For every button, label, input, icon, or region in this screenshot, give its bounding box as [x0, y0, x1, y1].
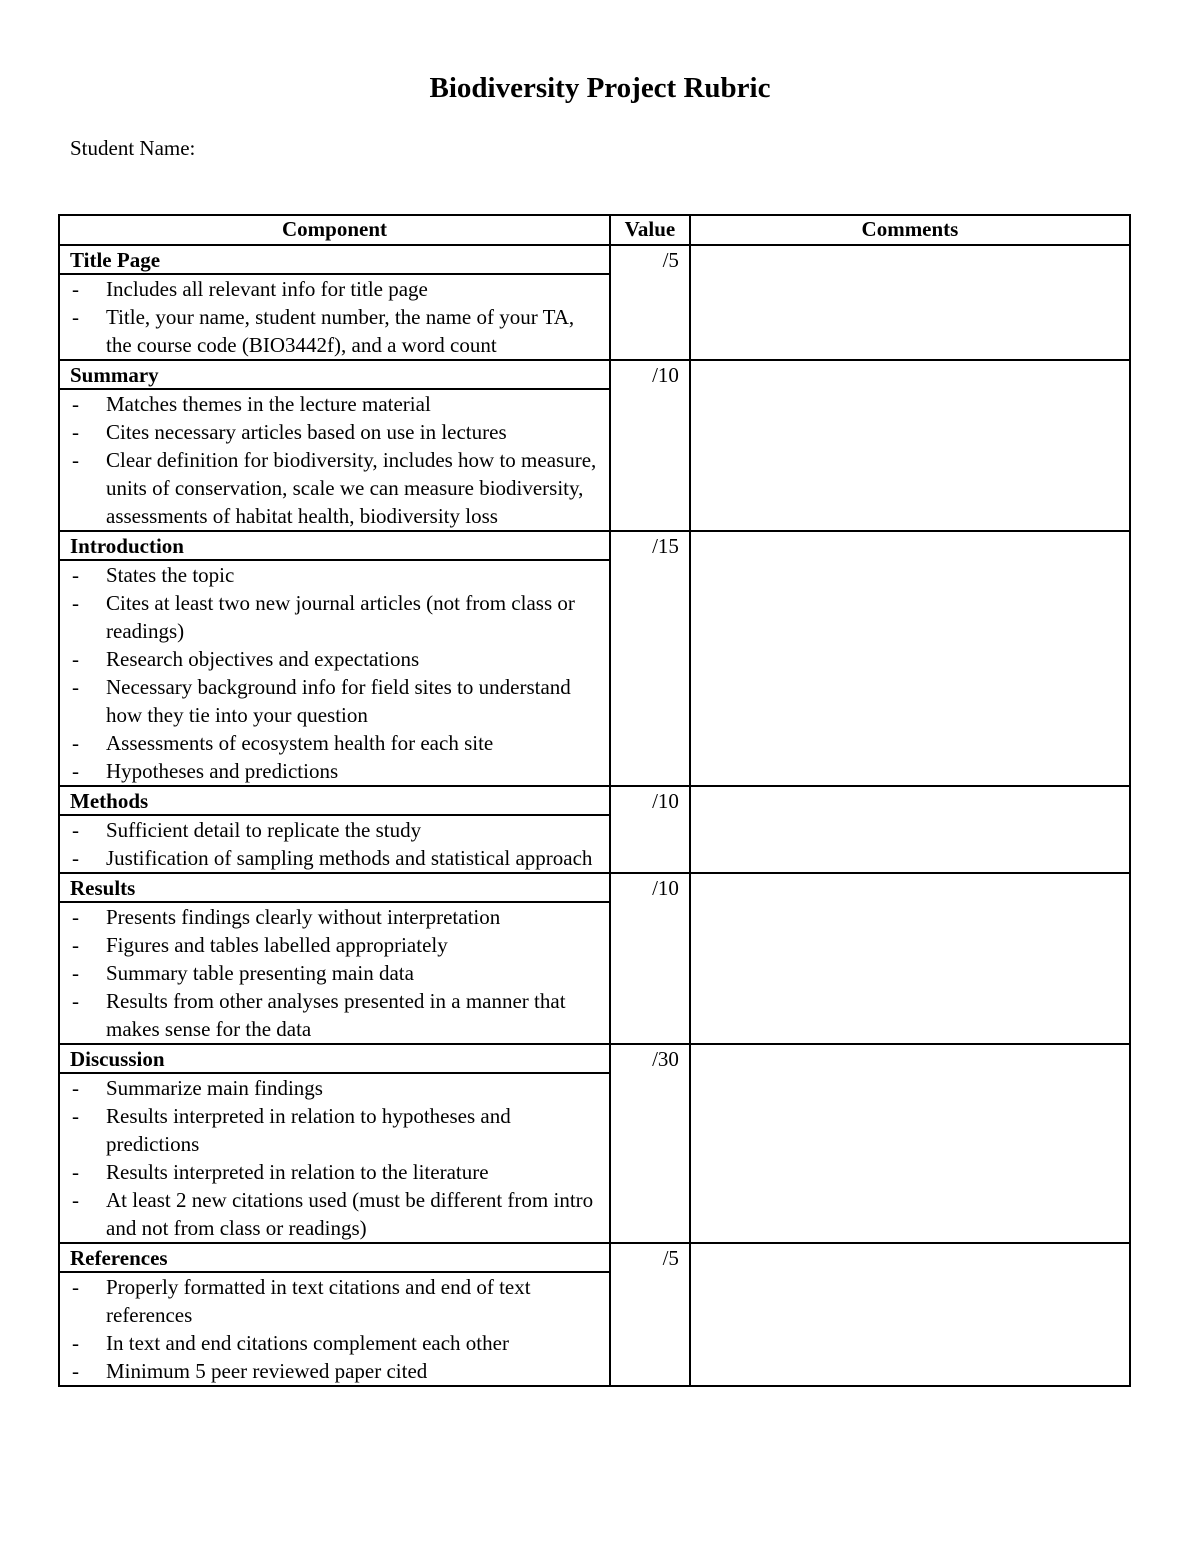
page-title: Biodiversity Project Rubric — [429, 72, 771, 104]
comments-cell[interactable] — [690, 1044, 1130, 1243]
comments-cell[interactable] — [690, 245, 1130, 360]
section-heading: Introduction — [60, 532, 609, 561]
rubric-row — [59, 1044, 1130, 1243]
criteria-item: - Minimum 5 peer reviewed paper cited — [70, 1357, 597, 1385]
criteria-item: - Cites at least two new journal articles (not from class or readings) — [70, 589, 597, 645]
student-name-label: Student Name: — [70, 136, 196, 160]
section-heading: References — [60, 1244, 609, 1273]
criteria-item: - Includes all relevant info for title page — [70, 275, 597, 303]
comments-header: Comments — [690, 215, 1130, 245]
component-cell — [59, 786, 610, 873]
header-row — [59, 215, 1130, 245]
criteria-list — [60, 561, 609, 785]
criteria-item: - In text and end citations complement each other — [70, 1329, 597, 1357]
criteria-item: - Justification of sampling methods and statistical approach — [70, 844, 597, 872]
value-cell — [610, 1044, 690, 1243]
points-value: /30 — [652, 1047, 679, 1071]
criteria-item: - Matches themes in the lecture material — [70, 390, 597, 418]
component-cell — [59, 360, 610, 531]
criteria-list — [60, 1074, 609, 1242]
comments-cell[interactable] — [690, 1243, 1130, 1386]
value-cell — [610, 786, 690, 873]
points-value: /15 — [652, 534, 679, 558]
criteria-item: - Title, your name, student number, the name of your TA, the course code (BIO3442f), and a word count — [70, 303, 597, 359]
criteria-list — [60, 816, 609, 872]
component-cell — [59, 245, 610, 360]
points-value: /5 — [662, 1246, 679, 1270]
criteria-item: - Properly formatted in text citations and end of text references — [70, 1273, 597, 1329]
points-value: /10 — [652, 363, 679, 387]
rubric-table — [58, 214, 1131, 1387]
section-heading: Summary — [60, 361, 609, 390]
points-value: /5 — [662, 248, 679, 272]
value-cell — [610, 245, 690, 360]
component-cell — [59, 873, 610, 1044]
value-cell — [610, 531, 690, 786]
section-heading: Methods — [60, 787, 609, 816]
criteria-item: - Results from other analyses presented in a manner that makes sense for the data — [70, 987, 597, 1043]
section-heading: Discussion — [60, 1045, 609, 1074]
value-cell — [610, 873, 690, 1044]
component-cell — [59, 1044, 610, 1243]
criteria-list — [60, 1273, 609, 1385]
rubric-row — [59, 786, 1130, 873]
criteria-item: - Assessments of ecosystem health for each site — [70, 729, 597, 757]
comments-cell[interactable] — [690, 360, 1130, 531]
component-header: Component — [59, 215, 610, 245]
points-value: /10 — [652, 876, 679, 900]
points-value: /10 — [652, 789, 679, 813]
comments-cell[interactable] — [690, 873, 1130, 1044]
rubric-body — [59, 245, 1130, 1386]
criteria-item: - Presents findings clearly without interpretation — [70, 903, 597, 931]
comments-cell[interactable] — [690, 531, 1130, 786]
criteria-item: - States the topic — [70, 561, 597, 589]
section-heading: Title Page — [60, 246, 609, 275]
criteria-item: - Summary table presenting main data — [70, 959, 597, 987]
criteria-item: - At least 2 new citations used (must be different from intro and not from class or readings) — [70, 1186, 597, 1242]
criteria-list — [60, 903, 609, 1043]
criteria-item: - Results interpreted in relation to hypotheses and predictions — [70, 1102, 597, 1158]
rubric-row — [59, 531, 1130, 786]
criteria-item: - Clear definition for biodiversity, includes how to measure, units of conservation, scale we can measure biodiversity, assessments of habitat health, biodiversity loss — [70, 446, 597, 530]
rubric-row — [59, 1243, 1130, 1386]
criteria-item: - Results interpreted in relation to the literature — [70, 1158, 597, 1186]
component-cell — [59, 1243, 610, 1386]
rubric-row — [59, 245, 1130, 360]
criteria-item: - Sufficient detail to replicate the study — [70, 816, 597, 844]
rubric-row — [59, 873, 1130, 1044]
criteria-list — [60, 390, 609, 530]
value-cell — [610, 360, 690, 531]
criteria-item: - Figures and tables labelled appropriately — [70, 931, 597, 959]
comments-cell[interactable] — [690, 786, 1130, 873]
criteria-item: - Research objectives and expectations — [70, 645, 597, 673]
criteria-item: - Necessary background info for field sites to understand how they tie into your question — [70, 673, 597, 729]
component-cell — [59, 531, 610, 786]
criteria-list — [60, 275, 609, 359]
criteria-item: - Hypotheses and predictions — [70, 757, 597, 785]
criteria-item: - Cites necessary articles based on use in lectures — [70, 418, 597, 446]
criteria-item: - Summarize main findings — [70, 1074, 597, 1102]
rubric-row — [59, 360, 1130, 531]
value-header: Value — [610, 215, 690, 245]
section-heading: Results — [60, 874, 609, 903]
value-cell — [610, 1243, 690, 1386]
